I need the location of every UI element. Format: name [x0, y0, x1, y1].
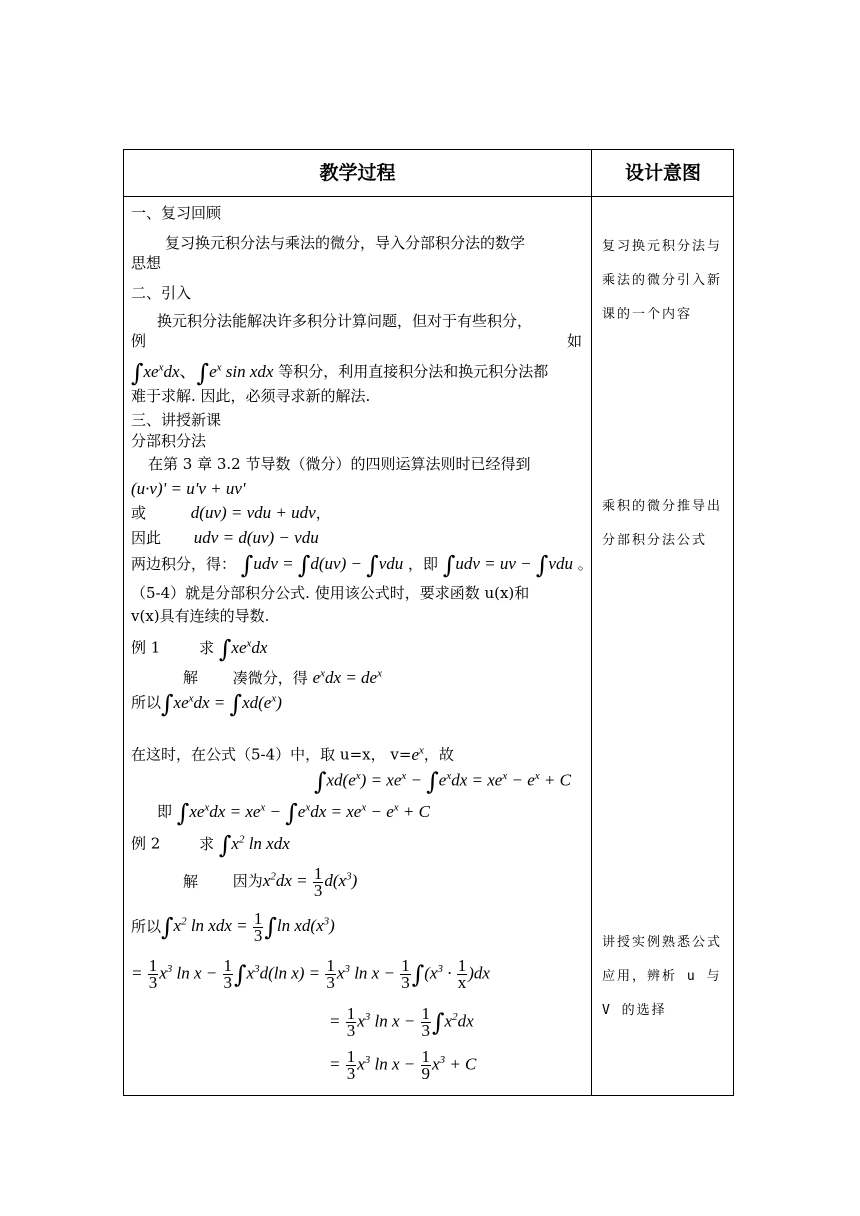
example1-step: 凑微分，得 [232, 668, 308, 687]
example1-integral: $\int xe^xdx$ [218, 634, 268, 663]
header-divider [124, 196, 733, 197]
example2-integral: $\int x^2$ ln xdx [218, 830, 290, 859]
example2-ask: 求 [199, 834, 215, 853]
example1-v: $e^x$ [411, 744, 424, 764]
period: 。 [577, 555, 593, 573]
example2-solution: 解 [183, 872, 199, 891]
example1-rewrite: $\int xe^xdx = \int xd(e^x)$ [161, 689, 282, 718]
example1-final-line [157, 797, 430, 827]
example1-line [131, 633, 268, 663]
example1-text-line [131, 740, 454, 765]
example1-so-line [131, 688, 282, 718]
example-word-right: 如 [566, 332, 582, 350]
integrate-label: 两边积分，得： [131, 555, 237, 573]
intro-integrals-line [131, 357, 549, 387]
intent-note-review: 复习换元积分法与乘法的微分引入新课的一个内容 [602, 239, 723, 322]
header-teaching-process: 教学过程 [319, 162, 396, 184]
section-new-title: 三、讲授新课 [131, 411, 222, 429]
or-line: 或 d(uv) = vdu + udv， [131, 503, 331, 522]
section-new-text: 在第 3 章 3.2 节导数（微分）的四则运算法则时已经得到 [148, 455, 531, 473]
product-rule-formula: (u·v)' = u'v + uv' [131, 479, 246, 498]
example2-line [131, 829, 290, 859]
example2-so-line [131, 911, 335, 944]
example1-differential: $e^xdx = de^x$ [312, 667, 382, 687]
section-review-text-cont: 思想 [131, 254, 162, 272]
intent-note-examples: 讲授实例熟悉公式应用，辨析 u 与 V 的选择 [602, 935, 723, 1018]
intent-note-derivation: 乘积的微分推导出分部积分法公式 [602, 499, 723, 548]
therefore-line [131, 528, 319, 548]
integration-by-parts-line [131, 551, 593, 579]
intro-text-3: 难于求解. 因此，必须寻求新的解法. [131, 387, 371, 405]
example2-differential: $x^2dx$ = $\frac{1}{3}$ $d(x^3)$ [262, 864, 358, 900]
example2-step3: = $\frac{1}{3}$ $x^3$ ln x − $\frac{1}{9}$ $x^3 + C$ [329, 1047, 477, 1083]
example1-result: $\int xd(e^x) = xe^x - \int e^xdx = xe^x - e^x + C$ [314, 767, 571, 796]
section-new-subtitle: 分部积分法 [131, 432, 207, 450]
column-divider [591, 150, 592, 1095]
integrated-formula: ∫udv = ∫d(uv) − ∫vdu [240, 551, 404, 579]
or-label: 或 [131, 504, 147, 522]
example1-final: $\int xe^xdx = xe^x - \int e^xdx = xe^x - e^x + C$ [176, 798, 430, 827]
section-review-text: 复习换元积分法与乘法的微分，导入分部积分法的数学 [165, 234, 526, 252]
rearranged-formula: udv = d(uv) − vdu [193, 528, 319, 547]
section-review-title: 一、复习回顾 [131, 204, 222, 222]
example-word-left: 例 [131, 332, 147, 350]
example2-rewrite: $\int x^2$ ln xdx = $\frac{1}{3}$ ∫ln $xd(x^3)$ [161, 909, 335, 945]
example2-step1: = $\frac{1}{3}$ $x^3$ ln x − $\frac{1}{3}$ $\int x^3d(\ln$ x) = $\frac{1}{3}$ $x^3$ ln x − $\frac{1}{3}$ $\int(x^3$ · $\frac{1}{x}$ )dx [131, 956, 490, 992]
therefore-label: 因此 [131, 529, 162, 547]
formula-note-cont: v(x)具有连续的导数. [131, 607, 270, 625]
example1-so: 所以 [131, 693, 162, 712]
example1-text-end: ，故 [423, 745, 454, 764]
example1-solution: 解 [183, 668, 199, 687]
example1-ask: 求 [199, 638, 215, 657]
formula-note: （5-4）就是分部积分公式. 使用该公式时，要求函数 u(x)和 [131, 584, 530, 602]
intro-text-2: 等积分，利用直接积分法和换元积分法都 [278, 362, 549, 381]
example1-ie: 即 [157, 802, 173, 821]
parts-formula: ∫udv = uv − ∫vdu [442, 551, 573, 579]
example1-text: 在这时，在公式（5-4）中，取 u=x， v= [131, 745, 412, 764]
example2-solution-line [183, 866, 357, 899]
integral-examples: $\int xe^xdx$、$\int e^x$ sin xdx [131, 358, 274, 387]
header-design-intent: 设计意图 [624, 162, 701, 184]
example2-so: 所以 [131, 917, 162, 936]
example2-step2: = $\frac{1}{3}$ $x^3$ ln x − $\frac{1}{3}$ $\int x^2dx$ [329, 1004, 474, 1040]
example1-solution-line [183, 663, 382, 688]
example2-label: 例 2 [131, 834, 161, 853]
differential-formula: d(uv) = vdu + udv [190, 503, 316, 522]
ie-label: ，即 [408, 555, 439, 573]
section-intro-example-line [131, 331, 582, 351]
example1-label: 例 1 [131, 638, 161, 657]
section-intro-title: 二、引入 [131, 284, 192, 302]
section-intro-text: 换元积分法能解决许多积分计算问题，但对于有些积分， [157, 312, 533, 330]
example2-because: 因为 [232, 872, 263, 891]
